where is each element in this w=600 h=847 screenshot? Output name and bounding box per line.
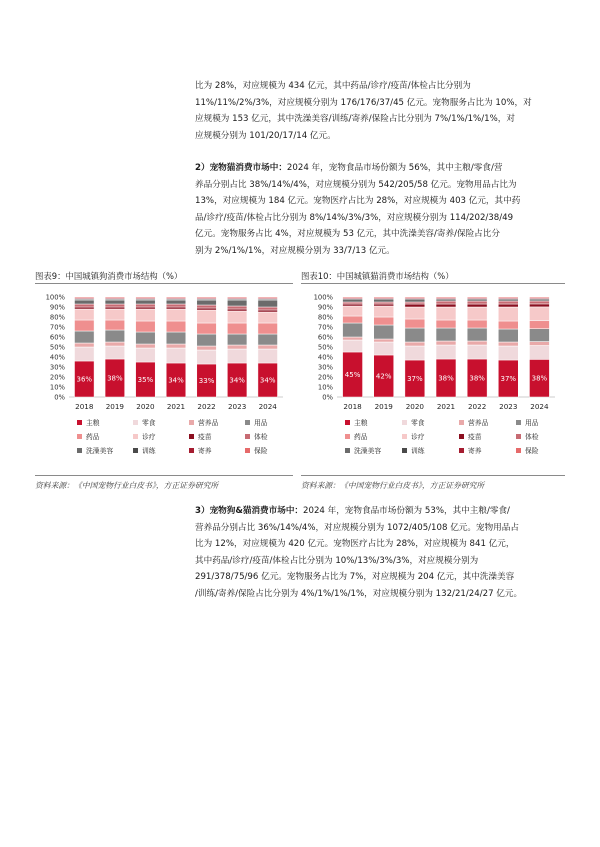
bar-segment-洗澡美容-2022 xyxy=(467,299,487,301)
legend-label-零食: 零食 xyxy=(142,419,156,427)
bar-segment-洗澡美容-2018 xyxy=(343,299,363,302)
bar-segment-药品-2023 xyxy=(227,323,247,334)
bar-segment-疫苗-2020 xyxy=(405,304,425,307)
bar-segment-洗澡美容-2020 xyxy=(136,300,156,304)
y-tick-label: 90% xyxy=(49,303,65,312)
legend-label-诊疗: 诊疗 xyxy=(142,433,156,441)
bar-segment-诊疗-2021 xyxy=(436,307,456,320)
figure9-top-rule xyxy=(35,283,293,284)
bar-segment-零食-2020 xyxy=(405,346,425,360)
legend-swatch-用品 xyxy=(245,420,250,425)
legend-swatch-诊疗 xyxy=(133,434,138,439)
bar-segment-体检-2018 xyxy=(75,304,95,307)
bar-segment-用品-2018 xyxy=(75,331,95,343)
bar-segment-诊疗-2020 xyxy=(136,309,156,321)
bar-segment-洗澡美容-2024 xyxy=(258,300,278,307)
bar-segment-保险-2020 xyxy=(136,297,156,298)
legend-label-用品: 用品 xyxy=(525,419,539,427)
bar-segment-零食-2023 xyxy=(227,349,247,363)
legend-swatch-保险 xyxy=(516,448,521,453)
text-line: 亿元。宠物服务占比 4%，对应规模为 53 亿元，其中洗澡美容/寄养/保险占比分 xyxy=(195,229,500,240)
y-tick-label: 20% xyxy=(49,373,65,382)
bar-segment-洗澡美容-2018 xyxy=(75,300,95,304)
bar-segment-营养品-2018 xyxy=(75,343,95,347)
text-line: 别为 2%/1%/1%，对应规模分别为 33/7/13 亿元。 xyxy=(195,245,395,256)
bar-segment-零食-2024 xyxy=(529,346,549,360)
bar-segment-诊疗-2018 xyxy=(75,309,95,320)
x-tick-label: 2024 xyxy=(530,402,549,411)
bar-segment-零食-2023 xyxy=(498,346,518,360)
bar-segment-用品-2021 xyxy=(436,328,456,341)
bar-segment-用品-2024 xyxy=(529,329,549,342)
x-tick-label: 2023 xyxy=(227,402,247,411)
bar-data-label: 34% xyxy=(259,376,276,385)
text-line: 3）宠物狗&猫消费市场中：2024 年，宠物食品市场份额为 53%，其中主粮/零食/ xyxy=(195,506,510,516)
bar-segment-保险-2018 xyxy=(75,297,95,298)
bar-segment-药品-2024 xyxy=(258,323,278,334)
bar-segment-体检-2023 xyxy=(227,306,247,309)
bar-segment-药品-2024 xyxy=(529,321,549,329)
paragraph-heading: 2）宠物猫消费市场中： xyxy=(195,163,287,173)
y-tick-label: 70% xyxy=(49,323,65,332)
y-tick-label: 30% xyxy=(317,363,333,372)
bar-segment-体检-2021 xyxy=(436,301,456,304)
bar-segment-体检-2020 xyxy=(405,302,425,304)
legend-swatch-药品 xyxy=(77,434,82,439)
text-line: 品/诊疗/疫苗/体检占比分别为 8%/14%/3%/3%，对应规模分别为 114/202/38/49 xyxy=(195,212,514,223)
legend-swatch-寄养 xyxy=(459,448,464,453)
bar-segment-洗澡美容-2022 xyxy=(197,300,217,305)
bar-segment-用品-2022 xyxy=(197,334,217,346)
y-tick-label: 10% xyxy=(49,383,65,392)
x-tick-label: 2022 xyxy=(197,402,216,411)
x-tick-label: 2018 xyxy=(75,402,94,411)
x-tick-label: 2020 xyxy=(136,402,155,411)
legend-label-体检: 体检 xyxy=(525,433,539,441)
bar-segment-疫苗-2019 xyxy=(105,307,125,309)
legend-label-寄养: 寄养 xyxy=(468,447,482,455)
bar-segment-诊疗-2023 xyxy=(227,311,247,323)
legend-swatch-药品 xyxy=(345,434,350,439)
bar-segment-体检-2021 xyxy=(166,304,186,307)
legend-label-寄养: 寄养 xyxy=(198,447,212,455)
figure10-svg xyxy=(303,287,565,473)
bar-segment-体检-2019 xyxy=(105,304,125,307)
bar-segment-洗澡美容-2019 xyxy=(374,299,394,302)
bar-segment-疫苗-2021 xyxy=(436,304,456,307)
bar-segment-营养品-2020 xyxy=(136,344,156,348)
legend-swatch-疫苗 xyxy=(459,434,464,439)
bar-segment-营养品-2024 xyxy=(258,345,278,349)
bar-segment-保险-2019 xyxy=(374,297,394,298)
bar-segment-用品-2018 xyxy=(343,323,363,337)
bar-segment-零食-2021 xyxy=(436,345,456,359)
legend-label-体检: 体检 xyxy=(254,433,268,441)
bar-segment-零食-2018 xyxy=(343,340,363,352)
text-line: 11%/11%/2%/3%，对应规模分别为 176/176/37/45 亿元。宠物服务占比为 10%，对 xyxy=(195,97,532,108)
legend-label-训练: 训练 xyxy=(411,447,425,455)
bar-segment-零食-2019 xyxy=(105,346,125,359)
bar-segment-用品-2024 xyxy=(258,334,278,345)
bar-segment-疫苗-2019 xyxy=(374,304,394,306)
bar-segment-保险-2024 xyxy=(258,297,278,298)
bar-data-label: 37% xyxy=(407,375,423,383)
bar-segment-洗澡美容-2023 xyxy=(498,299,518,301)
y-tick-label: 80% xyxy=(317,313,333,322)
figure9-svg xyxy=(35,287,293,473)
text-line: 营养品分别占比 36%/14%/4%，对应规模分别为 1072/405/108 亿元。宠物用品占 xyxy=(195,522,519,533)
bar-data-label: 35% xyxy=(137,376,154,384)
bar-segment-疫苗-2022 xyxy=(197,308,217,310)
x-tick-label: 2018 xyxy=(343,402,362,411)
legend-label-药品: 药品 xyxy=(86,433,100,441)
bar-segment-营养品-2020 xyxy=(405,342,425,346)
bar-segment-营养品-2021 xyxy=(166,344,186,348)
legend-label-训练: 训练 xyxy=(142,447,156,455)
bar-segment-零食-2020 xyxy=(136,348,156,362)
bar-segment-零食-2018 xyxy=(75,347,95,361)
legend-swatch-体检 xyxy=(245,434,250,439)
bar-segment-保险-2023 xyxy=(498,297,518,298)
bar-segment-疫苗-2018 xyxy=(75,307,95,309)
x-tick-label: 2019 xyxy=(105,402,125,411)
y-tick-label: 60% xyxy=(317,333,333,342)
bar-segment-保险-2022 xyxy=(197,297,217,298)
bar-data-label: 34% xyxy=(229,376,245,385)
legend-label-药品: 药品 xyxy=(354,433,368,441)
legend-label-疫苗: 疫苗 xyxy=(468,433,482,441)
bar-data-label: 42% xyxy=(375,372,392,381)
paragraph-dog-market-tail xyxy=(195,78,567,144)
legend-swatch-营养品 xyxy=(189,420,194,425)
y-tick-label: 90% xyxy=(317,303,333,312)
legend-label-营养品: 营养品 xyxy=(198,419,219,427)
text-line: 2）宠物猫消费市场中：2024 年，宠物食品市场份额为 56%，其中主粮/零食/营 xyxy=(195,163,503,173)
legend-swatch-疫苗 xyxy=(189,434,194,439)
paragraph-dogcat-market xyxy=(195,503,567,603)
y-tick-label: 40% xyxy=(49,353,65,362)
bar-segment-零食-2022 xyxy=(467,345,487,359)
x-tick-label: 2022 xyxy=(467,402,487,411)
figure10-top-rule xyxy=(301,283,565,284)
bar-segment-营养品-2019 xyxy=(374,339,394,342)
legend-swatch-体检 xyxy=(516,434,521,439)
legend-swatch-主粮 xyxy=(77,420,82,425)
text-line: 13%，对应规模为 184 亿元。宠物医疗占比为 28%，对应规模为 403 亿元，其中药 xyxy=(195,196,521,207)
bar-segment-用品-2019 xyxy=(105,330,125,342)
legend-label-用品: 用品 xyxy=(254,419,268,427)
bar-segment-营养品-2023 xyxy=(227,345,247,349)
bar-segment-洗澡美容-2019 xyxy=(105,300,125,304)
x-tick-label: 2023 xyxy=(499,402,518,411)
legend-swatch-零食 xyxy=(133,420,138,425)
bar-segment-疫苗-2023 xyxy=(498,304,518,307)
figure9-title: 图表9：中国城镇狗消费市场结构（%） xyxy=(35,271,183,281)
text-line: 养品分别占比 38%/14%/4%，对应规模分别为 542/205/58 亿元。宠物用品占比为 xyxy=(195,179,517,190)
bar-segment-洗澡美容-2020 xyxy=(405,299,425,302)
bar-segment-保险-2024 xyxy=(529,297,549,298)
legend-label-保险: 保险 xyxy=(254,447,268,455)
legend-swatch-诊疗 xyxy=(402,434,407,439)
bar-segment-保险-2021 xyxy=(436,297,456,298)
y-tick-label: 30% xyxy=(49,363,65,372)
bar-segment-诊疗-2023 xyxy=(498,307,518,321)
bar-segment-营养品-2021 xyxy=(436,341,456,345)
bar-segment-药品-2021 xyxy=(166,321,186,332)
bar-segment-营养品-2022 xyxy=(197,346,217,350)
bar-segment-零食-2021 xyxy=(166,348,186,363)
paragraph-heading: 3）宠物狗&猫消费市场中： xyxy=(195,506,304,516)
y-tick-label: 70% xyxy=(317,323,333,332)
bar-data-label: 45% xyxy=(344,371,361,379)
bar-segment-疫苗-2018 xyxy=(343,304,363,306)
bar-segment-洗澡美容-2024 xyxy=(529,299,549,301)
bar-segment-药品-2019 xyxy=(374,317,394,325)
bar-segment-药品-2018 xyxy=(343,316,363,323)
bar-segment-体检-2018 xyxy=(343,302,363,304)
legend-label-零食: 零食 xyxy=(411,419,425,427)
paragraph-cat-market xyxy=(195,160,567,260)
text-line: 比为 28%，对应规模为 434 亿元，其中药品/诊疗/疫苗/体检占比分别为 xyxy=(195,81,471,91)
bar-segment-用品-2020 xyxy=(136,332,156,344)
text-line: 其中药品/诊疗/疫苗/体检占比分别为 10%/13%/3%/3%，对应规模分别为 xyxy=(195,555,479,566)
legend-swatch-保险 xyxy=(245,448,250,453)
y-tick-label: 0% xyxy=(54,393,65,402)
legend-swatch-洗澡美容 xyxy=(345,448,350,453)
bar-segment-诊疗-2019 xyxy=(374,306,394,317)
bar-segment-营养品-2024 xyxy=(529,342,549,346)
text-line: 应规模分别为 101/20/17/14 亿元。 xyxy=(195,130,336,141)
legend-label-洗澡美容: 洗澡美容 xyxy=(354,447,382,455)
bar-data-label: 38% xyxy=(531,374,548,383)
legend-label-诊疗: 诊疗 xyxy=(411,433,425,441)
bar-segment-药品-2020 xyxy=(136,321,156,332)
bar-segment-药品-2021 xyxy=(436,320,456,328)
bar-segment-用品-2020 xyxy=(405,328,425,342)
bar-segment-疫苗-2024 xyxy=(258,310,278,312)
x-tick-label: 2020 xyxy=(405,402,425,411)
y-tick-label: 60% xyxy=(49,333,65,342)
bar-segment-保险-2018 xyxy=(343,297,363,298)
bar-segment-药品-2023 xyxy=(498,321,518,329)
bar-segment-疫苗-2021 xyxy=(166,307,186,309)
bar-segment-诊疗-2021 xyxy=(166,309,186,321)
figure10-title: 图表10：中国城镇猫消费市场结构（%） xyxy=(301,271,454,281)
x-tick-label: 2021 xyxy=(436,402,456,411)
legend-swatch-洗澡美容 xyxy=(77,448,82,453)
legend-swatch-营养品 xyxy=(459,420,464,425)
bar-segment-药品-2022 xyxy=(197,323,217,334)
legend-swatch-训练 xyxy=(402,448,407,453)
bar-segment-零食-2024 xyxy=(258,349,278,363)
figure10-bottom-rule xyxy=(301,475,565,476)
bar-segment-诊疗-2020 xyxy=(405,307,425,319)
figure10-chart xyxy=(303,287,565,473)
bar-segment-药品-2020 xyxy=(405,319,425,328)
bar-segment-疫苗-2023 xyxy=(227,309,247,311)
figure9-chart xyxy=(35,287,293,473)
legend-swatch-训练 xyxy=(133,448,138,453)
bar-segment-诊疗-2022 xyxy=(467,307,487,320)
bar-segment-体检-2022 xyxy=(467,301,487,304)
text-line: 比为 12%，对应规模为 420 亿元。宠物医疗占比为 28%，对应规模为 841 亿元， xyxy=(195,539,515,550)
text-line: /训练/寄养/保险占比分别为 4%/1%/1%/1%，对应规模分别为 132/21/24/27 亿元。 xyxy=(195,588,523,599)
bar-segment-药品-2022 xyxy=(467,320,487,328)
bar-segment-用品-2022 xyxy=(467,328,487,341)
bar-segment-疫苗-2022 xyxy=(467,304,487,307)
y-tick-label: 100% xyxy=(45,293,65,302)
bar-segment-诊疗-2024 xyxy=(258,312,278,323)
bar-segment-洗澡美容-2021 xyxy=(436,299,456,301)
bar-data-label: 34% xyxy=(168,376,184,385)
y-tick-label: 20% xyxy=(317,373,333,382)
bar-segment-体检-2023 xyxy=(498,301,518,304)
bar-segment-药品-2018 xyxy=(75,320,95,331)
bar-segment-零食-2019 xyxy=(374,342,394,355)
legend-label-保险: 保险 xyxy=(525,447,539,455)
bar-data-label: 33% xyxy=(198,377,215,385)
legend-label-营养品: 营养品 xyxy=(468,419,489,427)
bar-segment-体检-2019 xyxy=(374,302,394,304)
legend-swatch-寄养 xyxy=(189,448,194,453)
bar-segment-保险-2019 xyxy=(105,297,125,298)
text-line: 291/378/75/96 亿元。宠物服务占比为 7%，对应规模为 204 亿元，其中洗澡美容 xyxy=(195,572,515,583)
bar-segment-营养品-2019 xyxy=(105,342,125,346)
bar-segment-洗澡美容-2021 xyxy=(166,300,186,304)
bar-segment-体检-2022 xyxy=(197,305,217,308)
y-tick-label: 80% xyxy=(49,313,65,322)
bar-segment-营养品-2023 xyxy=(498,342,518,346)
bar-segment-营养品-2018 xyxy=(343,337,363,340)
bar-segment-诊疗-2022 xyxy=(197,310,217,323)
bar-data-label: 37% xyxy=(500,375,517,383)
bar-segment-诊疗-2024 xyxy=(529,307,549,321)
legend-label-主粮: 主粮 xyxy=(354,419,368,427)
bar-segment-诊疗-2018 xyxy=(343,306,363,316)
legend-swatch-零食 xyxy=(402,420,407,425)
bar-segment-用品-2019 xyxy=(374,325,394,339)
figure9-bottom-rule xyxy=(35,475,293,476)
x-tick-label: 2021 xyxy=(166,402,186,411)
bar-segment-疫苗-2020 xyxy=(136,307,156,309)
legend-label-主粮: 主粮 xyxy=(86,419,100,427)
bar-segment-药品-2019 xyxy=(105,320,125,330)
y-tick-label: 50% xyxy=(317,343,333,352)
bar-data-label: 38% xyxy=(438,374,454,383)
legend-swatch-主粮 xyxy=(345,420,350,425)
bar-segment-用品-2023 xyxy=(227,334,247,345)
figure10-source: 资料来源：《中国宠物行业白皮书》，方正证券研究所 xyxy=(301,481,485,490)
x-tick-label: 2024 xyxy=(258,402,277,411)
bar-segment-零食-2022 xyxy=(197,350,217,364)
legend-label-疫苗: 疫苗 xyxy=(198,433,212,441)
figure9-source: 资料来源：《中国宠物行业白皮书》，方正证券研究所 xyxy=(35,481,219,490)
bar-data-label: 38% xyxy=(469,374,485,383)
y-tick-label: 50% xyxy=(49,343,65,352)
bar-segment-体检-2024 xyxy=(258,307,278,310)
bar-segment-诊疗-2019 xyxy=(105,309,125,320)
bar-segment-用品-2021 xyxy=(166,332,186,344)
bar-segment-保险-2022 xyxy=(467,297,487,298)
bar-data-label: 36% xyxy=(76,375,93,384)
y-tick-label: 0% xyxy=(322,393,333,402)
legend-swatch-用品 xyxy=(516,420,521,425)
text-line: 应规模为 153 亿元，其中洗澡美容/训练/寄养/保险占比分别为 7%/1%/1%/1%，对 xyxy=(195,114,515,125)
y-tick-label: 40% xyxy=(317,353,333,362)
bar-segment-保险-2023 xyxy=(227,297,247,298)
bar-segment-体检-2020 xyxy=(136,304,156,307)
x-tick-label: 2019 xyxy=(374,402,393,411)
bar-segment-用品-2023 xyxy=(498,329,518,342)
bar-data-label: 38% xyxy=(107,374,123,383)
bar-segment-保险-2020 xyxy=(405,297,425,298)
y-tick-label: 10% xyxy=(317,383,333,392)
legend-label-洗澡美容: 洗澡美容 xyxy=(86,447,114,455)
bar-segment-保险-2021 xyxy=(166,297,186,298)
bar-segment-体检-2024 xyxy=(529,301,549,304)
bar-segment-洗澡美容-2023 xyxy=(227,300,247,306)
y-tick-label: 100% xyxy=(313,293,333,302)
bar-segment-营养品-2022 xyxy=(467,341,487,345)
bar-segment-疫苗-2024 xyxy=(529,304,549,307)
